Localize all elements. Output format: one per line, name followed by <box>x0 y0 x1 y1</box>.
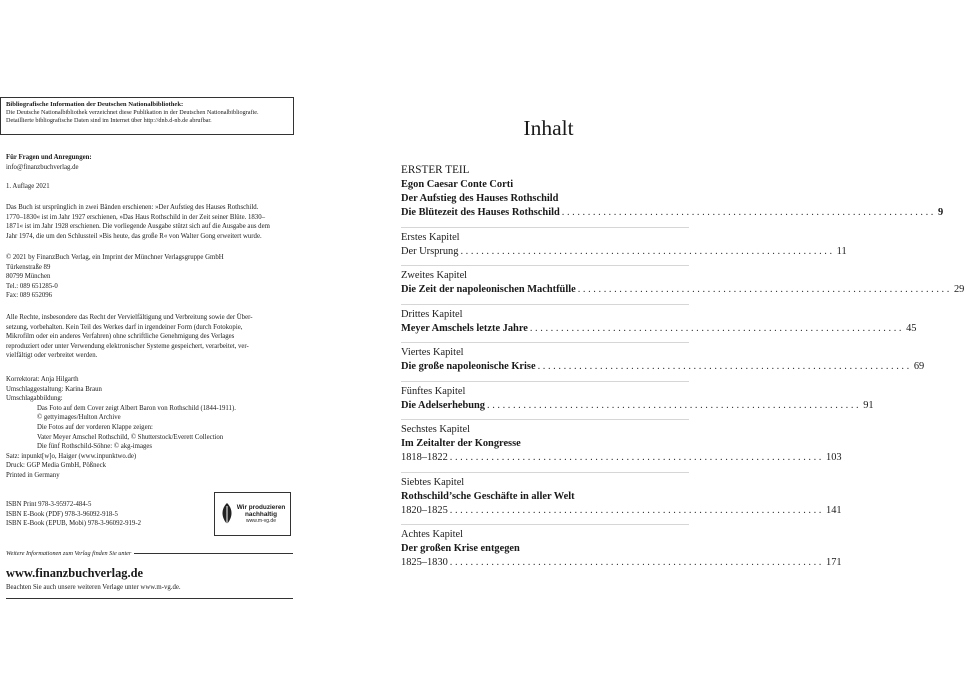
toc-row[interactable] <box>401 245 847 259</box>
leader-dots: ........................................................................ <box>449 557 824 568</box>
eco-line: nachhaltig <box>245 510 277 518</box>
history-line: Jahr 1974, die um den Schlussteil »Bis heute, das große R« von Walter Gong erweitert wurde. <box>6 232 262 240</box>
history-note <box>6 203 292 241</box>
part-author: Egon Caesar Conte Corti <box>401 179 514 190</box>
cover-credit: © gettyimages/Hulton Archive <box>37 414 121 422</box>
toc-row[interactable] <box>401 360 925 374</box>
umschlagabbildung: Umschlagabbildung: <box>6 395 63 403</box>
toc-row-part[interactable] <box>401 206 944 220</box>
korrektorat: Korrektorat: Anja Hilgarth <box>6 376 79 383</box>
sustainability-badge <box>214 492 291 536</box>
page-number: 9 <box>937 207 944 218</box>
eco-url: www.m-vg.de <box>245 517 276 524</box>
cover-credit: Das Foto auf dem Cover zeigt Albert Baron von Rothschild (1844-1911). <box>37 404 236 412</box>
chapter-title: Die Zeit der napoleonischen Machtfülle <box>401 284 576 295</box>
biblio-info-box <box>0 97 294 135</box>
biblio-title: Bibliografische Information der Deutschen Nationalbibliothek: <box>6 101 184 108</box>
chapter-label: Viertes Kapitel <box>401 347 464 358</box>
rights-line: setzung, vorbehalten. Kein Teil des Werkes darf in irgendeiner Form (durch Fotokopie, <box>6 323 243 331</box>
rights-line: Alle Rechte, insbesondere das Recht der Vervielfältigung und Verbreitung sowie der Über- <box>6 314 253 321</box>
fax: Fax: 089 652096 <box>6 292 53 300</box>
page-number: 29 <box>953 284 964 295</box>
contact-email: info@finanzbuchverlag.de <box>6 163 79 171</box>
table-of-contents <box>401 163 964 570</box>
chapter-title: Die große napoleonische Krise <box>401 361 536 372</box>
chapter-title: Die Adelserhebung <box>401 399 485 411</box>
druck: Druck: GGP Media GmbH, Pößneck <box>6 462 106 470</box>
chapter-years: 1820–1825 <box>401 504 448 516</box>
page-number: 141 <box>826 504 842 516</box>
chapter-title: Der großen Krise entgegen <box>401 543 520 554</box>
contact-heading: Für Fragen und Anregungen: <box>6 154 92 161</box>
website-note: Beachten Sie auch unsere weiteren Verlage unter www.m-vg.de. <box>6 584 181 591</box>
contact-block <box>6 153 292 172</box>
leader-dots: ........................................................................ <box>460 245 835 257</box>
leader-dots: ........................................................................ <box>529 322 905 334</box>
chapter-title: Meyer Amschels letzte Jahre <box>401 322 528 334</box>
chapter-title: Im Zeitalter der Kongresse <box>401 438 521 449</box>
edition: 1. Auflage 2021 <box>6 183 50 190</box>
chapter-title: Der Ursprung <box>401 245 459 257</box>
credits <box>6 375 292 481</box>
printed-in: Printed in Germany <box>6 471 60 479</box>
biblio-line: Detaillierte bibliografische Daten sind im Internet über http://dnb.d-nb.de abrufbar. <box>6 117 212 124</box>
biblio-line: Die Deutsche Nationalbibliothek verzeichnet diese Publikation in der Deutschen Nationalbibliografie. <box>6 109 259 116</box>
chapter-label: Sechstes Kapitel <box>401 424 470 435</box>
history-line: Das Buch ist ursprünglich in zwei Bänden erschienen: »Der Aufstieg des Hauses Rothschild. <box>6 204 259 211</box>
imprint-page <box>0 0 349 698</box>
chapter-label: Zweites Kapitel <box>401 270 468 281</box>
leader-dots: ........................................................................ <box>449 504 824 516</box>
toc-row[interactable] <box>401 451 842 465</box>
page-number: 45 <box>906 322 917 334</box>
street: Türkenstraße 89 <box>6 263 51 271</box>
page-number: 69 <box>913 361 925 372</box>
cover-credit: Die fünf Rothschild-Söhne: © akg-images <box>37 443 153 451</box>
umschlaggestaltung: Umschlaggestaltung: Karina Braun <box>6 385 102 393</box>
toc-row[interactable] <box>401 322 917 336</box>
rights-line: vielfältigt oder verbreitet werden. <box>6 352 98 360</box>
city: 80799 München <box>6 273 51 281</box>
rights-notice <box>6 313 292 361</box>
leader-dots: ........................................................................ <box>577 284 952 295</box>
copyright-line: © 2021 by FinanzBuch Verlag, ein Imprint der Münchner Verlagsgruppe GmbH <box>6 254 224 261</box>
cover-credit: Vater Meyer Amschel Rothschild, © Shutterstock/Everett Collection <box>37 433 224 441</box>
chapter-label: Siebtes Kapitel <box>401 476 465 488</box>
isbn-print: ISBN Print 978-3-95972-484-5 <box>6 501 92 508</box>
chapter-label: Erstes Kapitel <box>401 231 460 243</box>
more-info-label: Weitere Informationen zum Verlag finden Sie unter <box>6 549 134 558</box>
page-number: 11 <box>836 245 847 257</box>
toc-row[interactable] <box>401 556 842 570</box>
telephone: Tel.: 089 651285-0 <box>6 282 58 290</box>
leader-dots: ........................................................................ <box>537 361 912 372</box>
toc-title: Inhalt <box>523 116 574 140</box>
part-subtitle: Die Blütezeit des Hauses Rothschild <box>401 207 560 218</box>
page-number: 171 <box>826 557 842 568</box>
cover-credit: Die Fotos auf der vorderen Klappe zeigen: <box>37 423 153 431</box>
page-number: 103 <box>826 452 842 463</box>
part-title: ERSTER TEIL <box>401 164 470 176</box>
rights-line: Mikrofilm oder ein anderes Verfahren) ohne schriftliche Genehmigung des Verlages <box>6 333 235 341</box>
toc-row[interactable] <box>401 504 842 518</box>
isbn-pdf: ISBN E-Book (PDF) 978-3-96092-918-5 <box>6 510 118 518</box>
toc-row[interactable] <box>401 399 874 413</box>
toc-row[interactable] <box>401 283 964 297</box>
part-subtitle: Der Aufstieg des Hauses Rothschild <box>401 193 559 204</box>
toc-page <box>349 0 964 698</box>
history-line: 1871« ist im Jahr 1928 erschienen. Die vorliegende Ausgabe stützt sich auf die Ausgabe aus dem <box>6 223 270 231</box>
page-number: 91 <box>863 399 874 411</box>
chapter-years: 1818–1822 <box>401 452 448 463</box>
chapter-label: Drittes Kapitel <box>401 308 463 320</box>
satz: Satz: inpunkt[w]o, Haiger (www.inpunktwo.de) <box>6 452 137 460</box>
publisher-website[interactable]: www.finanzbuchverlag.de <box>6 566 143 580</box>
chapter-label: Achtes Kapitel <box>401 529 464 540</box>
chapter-years: 1825–1830 <box>401 557 448 568</box>
leaf-icon <box>220 502 234 526</box>
leader-dots: ........................................................................ <box>449 452 824 463</box>
rights-line: reproduziert oder unter Verwendung elektronischer Systeme gespeichert, verarbeitet, ver- <box>6 342 249 350</box>
publisher-info-box <box>6 550 293 599</box>
publisher-address <box>6 253 292 301</box>
history-line: 1770–1830« ist im Jahr 1927 erschienen, »Das Haus Rothschild in der Zeit seiner Blüte. 1830– <box>6 213 265 221</box>
isbn-epub: ISBN E-Book (EPUB, Mobi) 978-3-96092-919-2 <box>6 520 141 528</box>
chapter-label: Fünftes Kapitel <box>401 385 466 397</box>
chapter-title: Rothschild’sche Geschäfte in aller Welt <box>401 490 575 502</box>
eco-line: Wir produzieren <box>236 503 286 511</box>
leader-dots: ........................................................................ <box>561 207 936 218</box>
leader-dots: ........................................................................ <box>487 399 862 411</box>
